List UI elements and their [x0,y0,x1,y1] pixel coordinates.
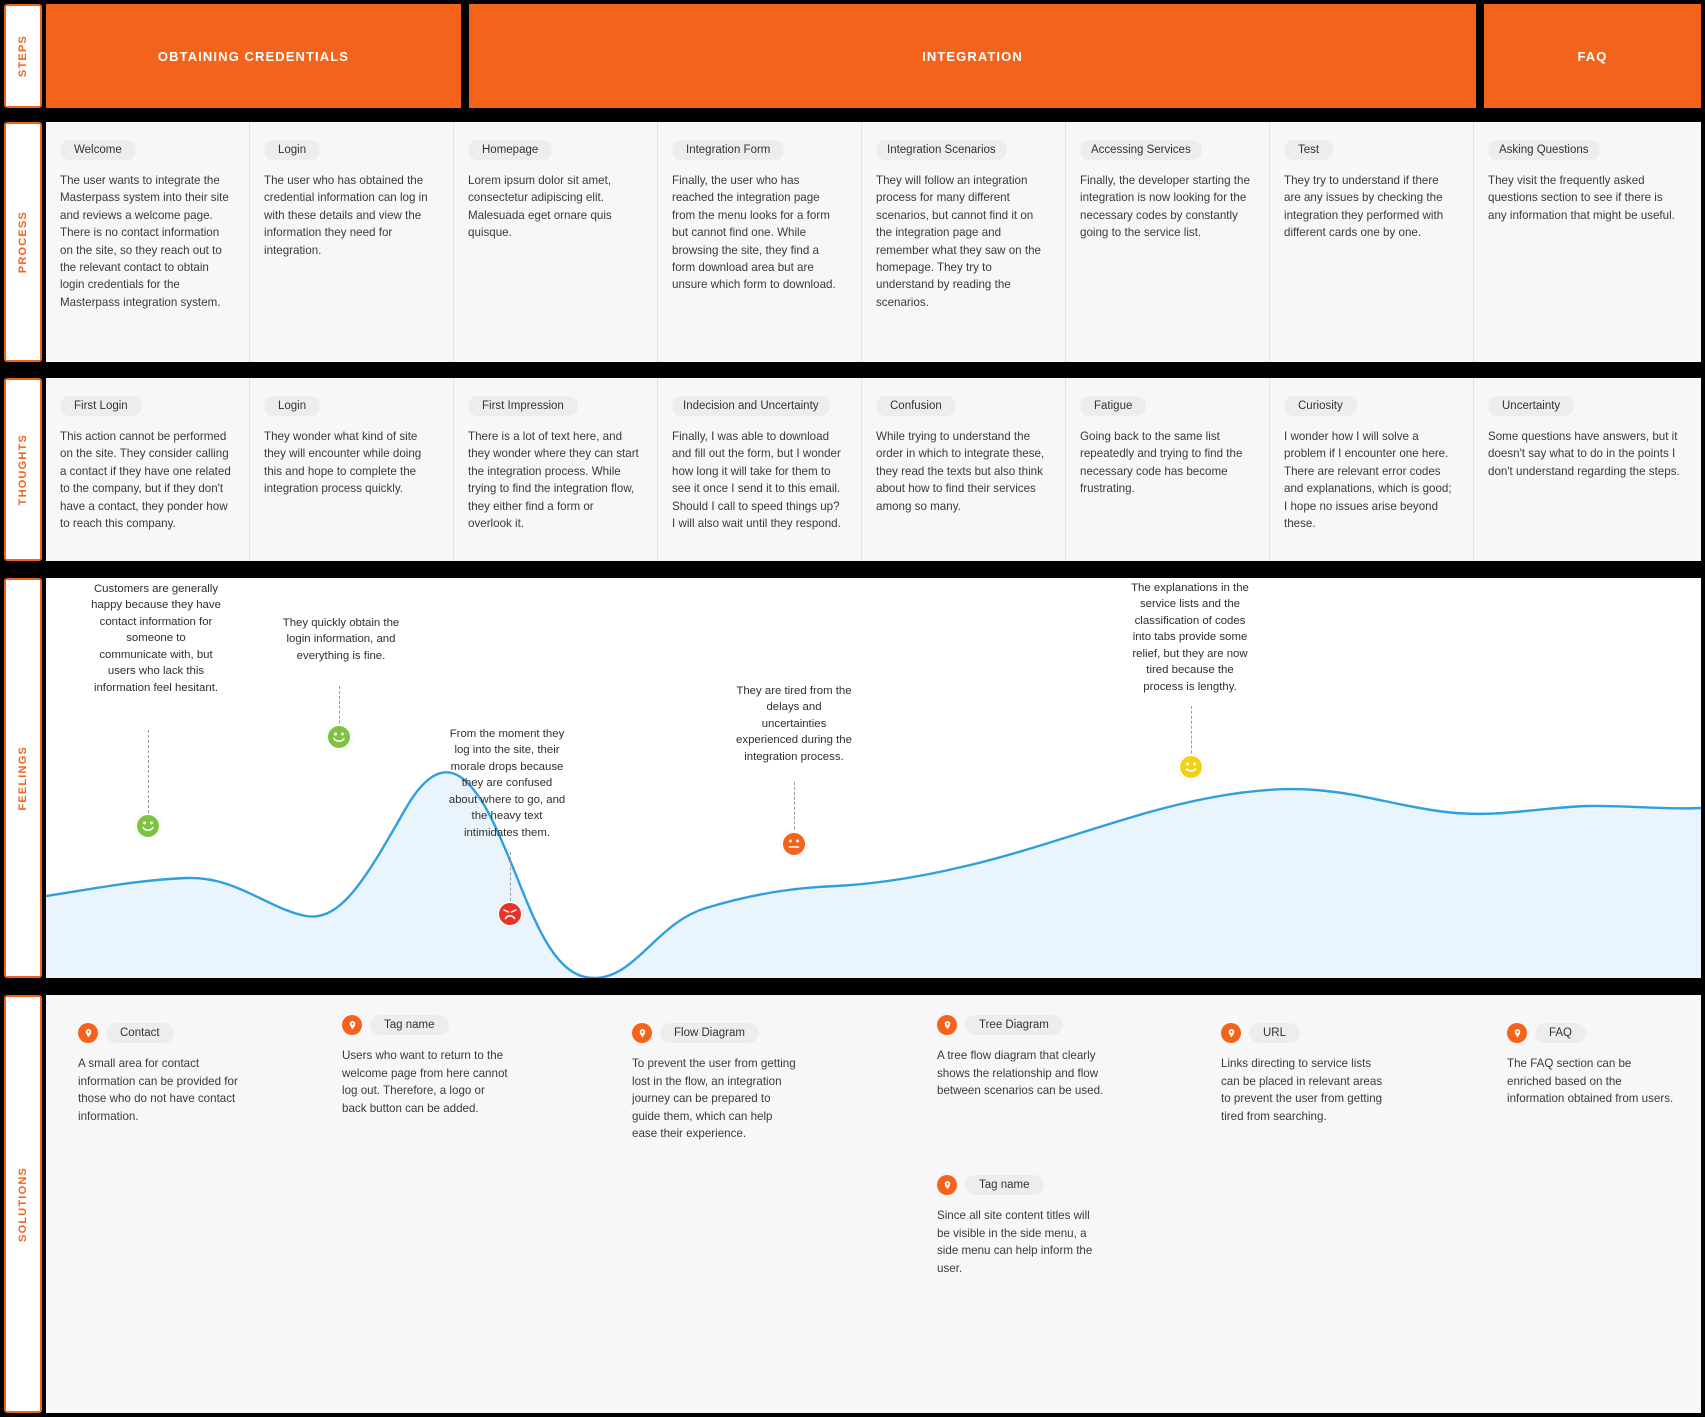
rail-label-steps: STEPS [17,34,29,78]
thoughts-chip: Login [264,396,320,416]
step-label: INTEGRATION [922,48,1023,64]
location-pin-icon [1507,1023,1527,1043]
solution-chip: Tree Diagram [965,1015,1063,1035]
thoughts-chip: Confusion [876,396,956,416]
rail-steps [4,4,42,108]
thoughts-cell-confusion [862,378,1066,561]
thoughts-chip: First Impression [468,396,578,416]
location-pin-icon [937,1175,957,1195]
solution-chip: Flow Diagram [660,1023,759,1043]
rail-solutions [4,995,42,1413]
location-pin-icon [1221,1023,1241,1043]
process-cell-homepage [454,122,658,362]
steps-header [46,4,1701,108]
rail-thoughts [4,378,42,561]
solution-text: Links directing to service lists can be placed in relevant areas to prevent the user from getting tired from searching. [1221,1057,1383,1123]
emotion-marker-happy-1 [135,813,161,839]
process-chip: Login [264,140,320,160]
solution-text: Users who want to return to the welcome page from here cannot log out. Therefore, a logo or back button can be added. [342,1049,508,1115]
process-band [46,122,1701,362]
solutions-band [46,995,1701,1413]
thoughts-cell-login [250,378,454,561]
thoughts-text: This action cannot be performed on the site. They consider calling a contact if they have one related to the company, but if they don't have a contact, they ponder how to reach this company. [60,430,231,530]
thoughts-band [46,378,1701,561]
process-cell-accessing-services [1066,122,1270,362]
thoughts-cell-fatigue [1066,378,1270,561]
step-integration [469,4,1476,108]
solution-chip: FAQ [1535,1023,1586,1043]
thoughts-chip: Uncertainty [1488,396,1574,416]
thoughts-cell-uncertainty [1474,378,1701,561]
thoughts-cell-first-impression [454,378,658,561]
feelings-note-1: Customers are generally happy because they have contact information for someone to communicate with, but users who lack this information feel hesitant. [91,583,221,694]
thoughts-text: I wonder how I will solve a problem if I encounter one here. There are relevant error codes and explanations, which is good; I hope no issues arise beyond these. [1284,430,1452,530]
thoughts-cell-indecision [658,378,862,561]
feelings-note-2: They quickly obtain the login information, and everything is fine. [282,617,400,662]
location-pin-icon [78,1023,98,1043]
location-pin-icon [937,1015,957,1035]
process-cell-test [1270,122,1474,362]
step-faq [1484,4,1701,108]
thoughts-cell-curiosity [1270,378,1474,561]
process-text: They try to understand if there are any issues by checking the integration they performed with different cards one by one. [1284,174,1444,240]
feelings-note-4: They are tired from the delays and uncertainties experienced during the integration process. [736,685,852,763]
thoughts-chip: First Login [60,396,142,416]
thoughts-text: While trying to understand the order in which to integrate these, they read the texts but also think about how to find their services among so many. [876,430,1045,513]
feelings-note-5: The explanations in the service lists and the classification of codes into tabs provide some relief, but they are now tired because the process is lengthy. [1131,582,1249,693]
process-cell-integration-form [658,122,862,362]
thoughts-chip: Indecision and Uncertainty [672,396,830,416]
solution-text: A tree flow diagram that clearly shows the relationship and flow between scenarios can be used. [937,1049,1104,1098]
emotion-marker-happy-2 [326,724,352,750]
thoughts-text: There is a lot of text here, and they wonder where they can start the integration process. While trying to find the integration flow, they either find a form or overlook it. [468,430,639,530]
solution-cell-tag-name-1 [342,1015,510,1117]
emotion-marker-sad [497,901,523,927]
solution-text: Since all site content titles will be visible in the side menu, a side menu can help inform the user. [937,1209,1093,1275]
feelings-band [46,578,1701,978]
emotion-marker-neutral [781,831,807,857]
process-text: The user wants to integrate the Masterpass system into their site and reviews a welcome page. There is no contact information on the site, so they reach out to the relevant contact to obtain login credentials for the Masterpass integration system. [60,174,229,309]
process-text: They will follow an integration process for many different scenarios, but cannot find it on the integration page and remember what they saw on the homepage. They try to understand by reading the scenarios. [876,174,1041,309]
process-chip: Test [1284,140,1333,160]
process-text: Finally, the developer starting the integration is now looking for the necessary codes by constantly going to the service list. [1080,174,1250,240]
solution-cell-url [1221,1023,1389,1125]
rail-label-solutions: SOLUTIONS [17,1166,29,1242]
emotion-marker-slightly-happy [1178,754,1204,780]
rail-label-feelings: FEELINGS [17,745,29,811]
process-cell-integration-scenarios [862,122,1066,362]
solution-cell-faq [1507,1023,1675,1108]
solution-cell-tag-name-2 [937,1175,1105,1277]
solution-text: To prevent the user from getting lost in the flow, an integration journey can be prepared to guide them, which can help ease their experience. [632,1057,796,1141]
process-cell-welcome [46,122,250,362]
thoughts-text: They wonder what kind of site they will encounter while doing this and hope to complete the integration process quickly. [264,430,422,496]
solution-chip: Tag name [370,1015,449,1035]
location-pin-icon [632,1023,652,1043]
solution-chip: Contact [106,1023,174,1043]
location-pin-icon [342,1015,362,1035]
solution-chip: URL [1249,1023,1300,1043]
process-chip: Welcome [60,140,136,160]
process-text: Lorem ipsum dolor sit amet, consectetur adipiscing elit. Malesuada eget ornare quis quisque. [468,174,612,240]
thoughts-chip: Curiosity [1284,396,1357,416]
leader-line-1 [148,730,149,818]
solution-cell-contact [78,1023,243,1125]
process-cell-login [250,122,454,362]
process-text: The user who has obtained the credential information can log in with these details and view the information they need for integration. [264,174,428,257]
rail-label-thoughts: THOUGHTS [17,433,29,506]
step-label: OBTAINING CREDENTIALS [157,48,350,64]
thoughts-chip: Fatigue [1080,396,1146,416]
thoughts-text: Finally, I was able to download and fill out the form, but I wonder how long it will take for them to see it once I send it to this email. Should I call to speed things up? I will also wait until they respond. [672,430,841,530]
thoughts-text: Some questions have answers, but it doesn't say what to do in the points I don't understand regarding the steps. [1488,430,1680,478]
solution-cell-flow-diagram [632,1023,800,1143]
process-text: Finally, the user who has reached the integration page from the menu looks for a form but cannot find one. While browsing the site, they find a form download area but are unsure which form to download. [672,174,836,292]
thoughts-text: Going back to the same list repeatedly and trying to find the necessary code has become frustrating. [1080,430,1243,496]
rail-label-process: PROCESS [17,210,29,274]
rail-feelings [4,578,42,978]
rail-process [4,122,42,362]
process-chip: Asking Questions [1488,140,1600,160]
solution-text: The FAQ section can be enriched based on the information obtained from users. [1507,1057,1674,1106]
emotion-curve-fill [46,772,1701,978]
step-obtaining-credentials [46,4,461,108]
feelings-note-3: From the moment they log into the site, their morale drops because they are confused about where to go, and the heavy text intimidates them. [448,728,566,839]
solution-chip: Tag name [965,1175,1044,1195]
thoughts-cell-first-login [46,378,250,561]
process-chip: Integration Scenarios [876,140,1007,160]
step-label: FAQ [1577,48,1608,64]
solution-cell-tree-diagram [937,1015,1105,1100]
process-cell-asking-questions [1474,122,1701,362]
process-chip: Integration Form [672,140,784,160]
process-chip: Accessing Services [1080,140,1202,160]
process-chip: Homepage [468,140,552,160]
solution-text: A small area for contact information can be provided for those who do not have contact information. [78,1057,238,1123]
process-text: They visit the frequently asked questions section to see if there is any information that might be useful. [1488,174,1675,222]
